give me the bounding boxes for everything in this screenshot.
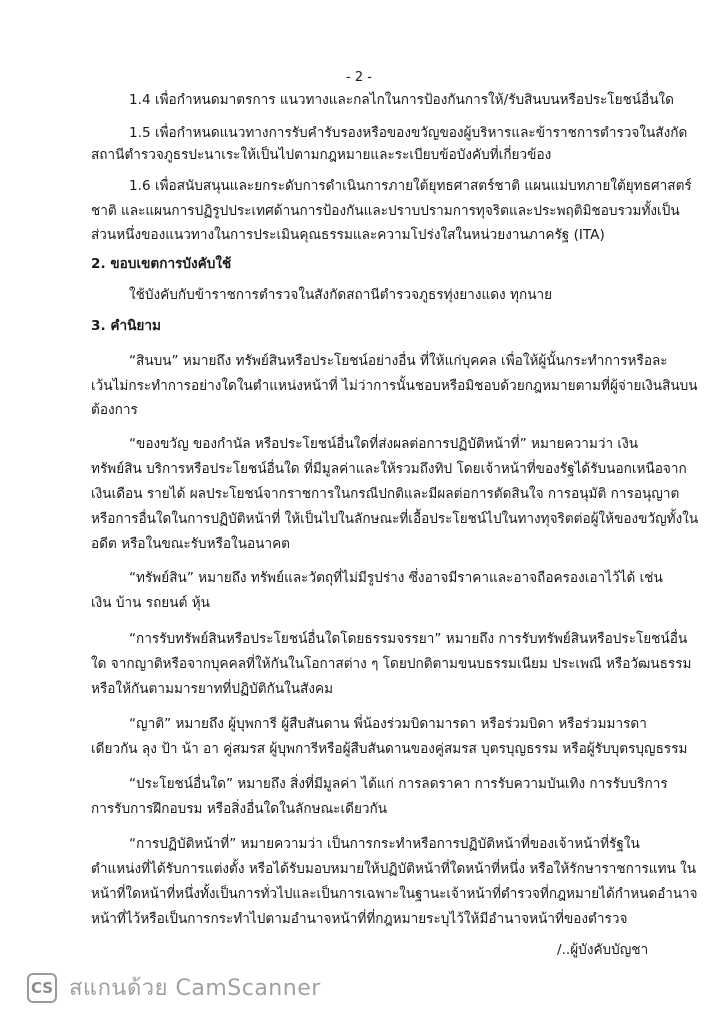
text-line: ต้องการ xyxy=(91,402,138,418)
text-line: 1.4 เพื่อกำหนดมาตรการ แนวทางและกลไกในการป้องกันการให้/รับสินบนหรือประโยชน์อื่นใด xyxy=(129,92,675,108)
text-line: 1.5 เพื่อกำหนดแนวทางการรับคำรับรองหรือของขวัญของผู้บริหารและข้าราชการตำรวจในสังกัด xyxy=(129,125,688,141)
text-line: “สินบน” หมายถึง ทรัพย์สินหรือประโยชน์อย่างอื่น ที่ให้แก่บุคคล เพื่อให้ผู้นั้นกระทำการหรือละ xyxy=(129,353,668,369)
continuation-note: /..ผู้บังคับบัญชา xyxy=(557,942,649,958)
text-line: “การปฏิบัติหน้าที่” หมายความว่า เป็นการกระทำหรือการปฏิบัติหน้าที่ของเจ้าหน้าที่รัฐใน xyxy=(129,836,640,852)
camscanner-watermark xyxy=(27,970,321,1005)
text-line: 1.6 เพื่อสนับสนุนและยกระดับการดำเนินการภายใต้ยุทธศาสตร์ชาติ แผนแม่บทภายใต้ยุทธศาสตร์ xyxy=(129,178,692,194)
text-line: ส่วนหนึ่งของแนวทางในการประเมินคุณธรรมและความโปร่งใสในหน่วยงานภาครัฐ (ITA) xyxy=(91,227,605,243)
text-line: “ญาติ” หมายถึง ผู้บุพการี ผู้สืบสันดาน พี่น้องร่วมบิดามารดา หรือร่วมบิดา หรือร่วมมารดา xyxy=(129,716,647,732)
text-line: ทรัพย์สิน บริการหรือประโยชน์อื่นใด ที่มีมูลค่าและให้รวมถึงทิป โดยเจ้าหน้าที่ของรัฐได้รับนอกเหนือจาก xyxy=(91,461,687,477)
text-line: ตำแหน่งที่ได้รับการแต่งตั้ง หรือได้รับมอบหมายให้ปฏิบัติหน้าที่ใดหน้าที่หนึ่ง หรือให้รักษาราชการแทน ใน xyxy=(91,861,697,877)
text-line: “ของขวัญ ของกำนัล หรือประโยชน์อื่นใดที่ส่งผลต่อการปฏิบัติหน้าที่” หมายความว่า เงิน xyxy=(129,436,639,452)
text-line: “ประโยชน์อื่นใด” หมายถึง สิ่งที่มีมูลค่า ได้แก่ การลดราคา การรับความบันเทิง การรับบริการ xyxy=(129,776,668,792)
text-line: หน้าที่ใดหน้าที่หนึ่งทั้งเป็นการทั่วไปและเป็นการเฉพาะในฐานะเจ้าหน้าที่ตำรวจที่กฎหมายได้กำหนดอำนาจ xyxy=(91,886,698,902)
camscanner-logo-icon: CS xyxy=(27,973,57,1003)
page-number: - 2 - xyxy=(346,70,372,85)
text-line: เงินเดือน รายได้ ผลประโยชน์จากราชการในกรณีปกติและมีผลต่อการตัดสินใจ การอนุมัติ การอนุญาต xyxy=(91,486,680,502)
section-heading-definitions: 3. คำนิยาม xyxy=(91,318,161,334)
text-line: อดีต หรือในขณะรับหรือในอนาคต xyxy=(91,536,291,552)
text-line: หรือให้กันตามมารยาทที่ปฏิบัติกันในสังคม xyxy=(91,681,334,697)
text-line: “ทรัพย์สิน” หมายถึง ทรัพย์และวัตถุที่ไม่มีรูปร่าง ซึ่งอาจมีราคาและอาจถือครองเอาไว้ได้ เช่น xyxy=(129,570,663,586)
text-line: สถานีตำรวจภูธรปะนาเระให้เป็นไปตามกฎหมายและระเบียบข้อบังคับที่เกี่ยวข้อง xyxy=(91,147,552,163)
section-heading-scope: 2. ขอบเขตการบังคับใช้ xyxy=(91,256,232,272)
text-line: ใด จากญาติหรือจากบุคคลที่ให้กันในโอกาสต่าง ๆ โดยปกติตามขนบธรรมเนียม ประเพณี หรือวัฒนธรรม xyxy=(91,656,692,672)
text-line: เดียวกัน ลุง ป้า น้า อา คู่สมรส ผู้บุพการีหรือผู้สืบสันดานของคู่สมรส บุตรบุญธรรม หรือผู้รับบุตรบุญธรรม xyxy=(91,741,688,757)
text-line: การรับการฝึกอบรม หรือสิ่งอื่นใดในลักษณะเดียวกัน xyxy=(91,801,388,817)
text-line: หรือการอื่นใดในการปฏิบัติหน้าที่ ให้เป็นไปในลักษณะที่เอื้อประโยชน์ไปในทางทุจริตต่อผู้ให้ของขวัญทั้งใน xyxy=(91,511,699,527)
text-line: ใช้บังคับกับข้าราชการตำรวจในสังกัดสถานีตำรวจภูธรทุ่งยางแดง ทุกนาย xyxy=(129,287,553,303)
text-line: “การรับทรัพย์สินหรือประโยชน์อื่นใดโดยธรรมจรรยา” หมายถึง การรับทรัพย์สินหรือประโยชน์อื่น xyxy=(129,631,688,647)
text-line: ชาติ และแผนการปฏิรูปประเทศด้านการป้องกันและปราบปรามการทุจริตและประพฤติมิชอบรวมทั้งเป็น xyxy=(91,203,680,219)
text-line: หน้าที่ไว้หรือเป็นการกระทำไปตามอำนาจหน้าที่ที่กฎหมายระบุไว้ให้มีอำนาจหน้าที่ของตำรวจ xyxy=(91,911,628,927)
camscanner-text: สแกนด้วย CamScanner xyxy=(69,976,321,1001)
text-line: เว้นไม่กระทำการอย่างใดในตำแหน่งหน้าที่ ไม่ว่าการนั้นชอบหรือมิชอบด้วยกฎหมายตามที่ผู้จ่ายเงินสินบน xyxy=(91,378,698,394)
text-line: เงิน บ้าน รถยนต์ หุ้น xyxy=(91,595,210,611)
